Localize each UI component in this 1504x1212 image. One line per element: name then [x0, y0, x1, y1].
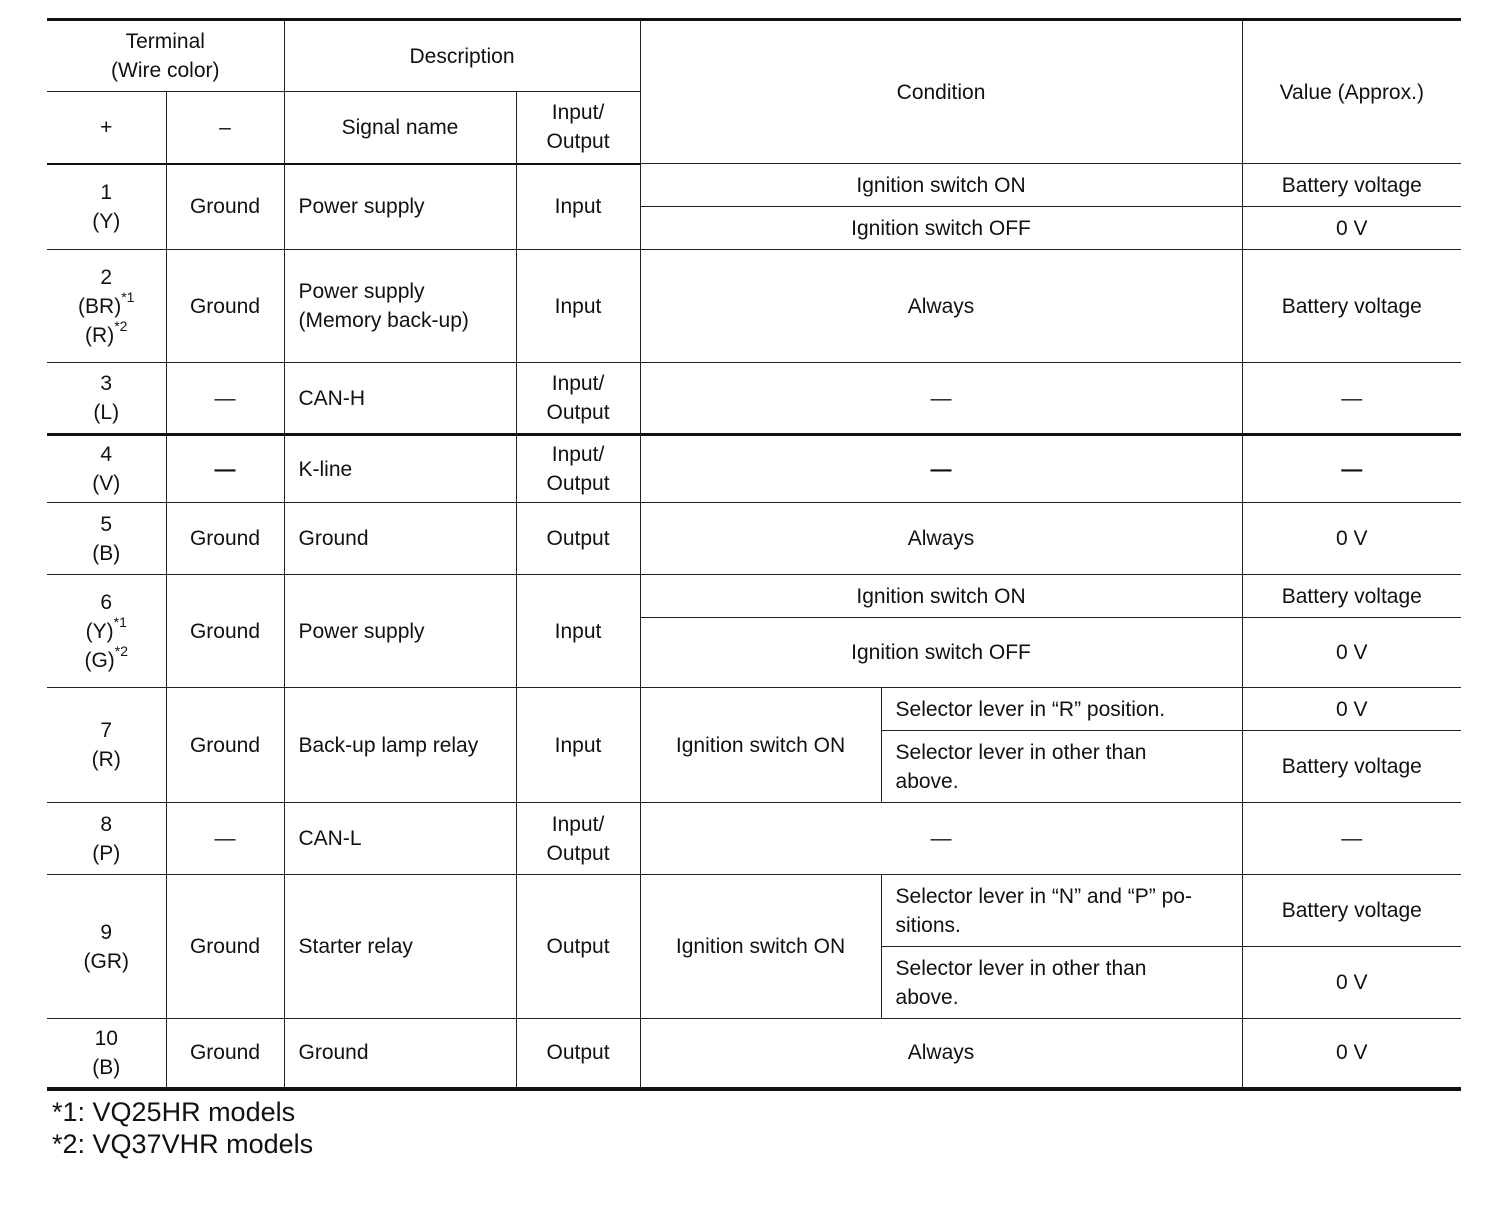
terminal-header: Terminal (Wire color)	[47, 20, 284, 92]
value-cell: 0 V	[1242, 207, 1461, 250]
ground-cell: Ground	[166, 503, 284, 575]
terminal-cell: 9 (GR)	[47, 875, 166, 1019]
footnote-1: *1: VQ25HR models	[52, 1097, 296, 1127]
table-row	[47, 875, 1461, 947]
ground-cell: Ground	[166, 688, 284, 803]
signal-name-header: Signal name	[284, 92, 516, 164]
signal-name-cell: Power supply (Memory back-up)	[284, 250, 516, 363]
value-cell: —	[1242, 363, 1461, 435]
table-row	[47, 363, 1461, 435]
io-cell: Input	[516, 164, 640, 250]
value-cell: Battery voltage	[1242, 731, 1461, 803]
signal-name-cell: CAN-H	[284, 363, 516, 435]
value-cell: 0 V	[1242, 947, 1461, 1019]
value-cell: —	[1242, 803, 1461, 875]
ground-cell: Ground	[166, 164, 284, 250]
value-cell: 0 V	[1242, 503, 1461, 575]
terminal-cell: 10 (B)	[47, 1019, 166, 1089]
io-cell: Input	[516, 575, 640, 688]
table-row	[47, 164, 1461, 207]
ground-cell: —	[166, 363, 284, 435]
table-row	[47, 688, 1461, 731]
signal-name-cell: Power supply	[284, 575, 516, 688]
condition-cell: Always	[640, 503, 1242, 575]
table-row	[47, 503, 1461, 575]
plus-header: +	[47, 92, 166, 164]
terminal-table	[47, 18, 1461, 1091]
signal-name-cell: Ground	[284, 1019, 516, 1089]
terminal-cell: 2 (BR)$^{*1}$ $(R)^{*2}$	[47, 250, 166, 363]
io-cell: Output	[516, 1019, 640, 1089]
condition-cell: Always	[640, 250, 1242, 363]
condition-cell: Ignition switch OFF	[640, 207, 1242, 250]
condition-header: Condition	[640, 20, 1242, 164]
condition-cell: —	[640, 435, 1242, 503]
footnote-2: *2: VQ37VHR models	[52, 1129, 314, 1159]
io-cell: Output	[516, 875, 640, 1019]
value-cell: —	[1242, 435, 1461, 503]
header-row-1	[47, 20, 1461, 92]
value-cell: Battery voltage	[1242, 164, 1461, 207]
signal-name-cell: Power supply	[284, 164, 516, 250]
io-cell: Output	[516, 503, 640, 575]
io-cell: Input/ Output	[516, 435, 640, 503]
terminal-cell: 1 (Y)	[47, 164, 166, 250]
ground-cell: Ground	[166, 250, 284, 363]
io-header: Input/ Output	[516, 92, 640, 164]
description-header: Description	[284, 20, 640, 92]
value-header: Value (Approx.)	[1242, 20, 1461, 164]
condition-cell: Ignition switch ON	[640, 688, 881, 803]
terminal-cell: 4 (V)	[47, 435, 166, 503]
table-row	[47, 803, 1461, 875]
condition-cell: Ignition switch ON	[640, 164, 1242, 207]
terminal-cell: 3 (L)	[47, 363, 166, 435]
ground-cell: Ground	[166, 575, 284, 688]
io-cell: Input	[516, 250, 640, 363]
table-row	[47, 250, 1461, 363]
sub-condition-cell: Selector lever in other than above.	[881, 731, 1242, 803]
table-row	[47, 1019, 1461, 1089]
terminal-cell: 5 (B)	[47, 503, 166, 575]
table-row	[47, 435, 1461, 503]
value-cell: 0 V	[1242, 688, 1461, 731]
condition-cell: Ignition switch OFF	[640, 618, 1242, 688]
terminal-cell: 7 (R)	[47, 688, 166, 803]
signal-name-cell: Starter relay	[284, 875, 516, 1019]
terminal-cell: 6 $(Y)^{*1}$ $(G)^{*2}$	[47, 575, 166, 688]
ground-cell: —	[166, 435, 284, 503]
sub-condition-cell: Selector lever in “R” position.	[881, 688, 1242, 731]
signal-name-cell: CAN-L	[284, 803, 516, 875]
footnotes	[52, 1096, 313, 1160]
sub-condition-cell: Selector lever in other than above.	[881, 947, 1242, 1019]
condition-cell: —	[640, 803, 1242, 875]
ground-cell: —	[166, 803, 284, 875]
condition-cell: —	[640, 363, 1242, 435]
value-cell: Battery voltage	[1242, 575, 1461, 618]
minus-header: –	[166, 92, 284, 164]
condition-cell: Ignition switch ON	[640, 875, 881, 1019]
value-cell: Battery voltage	[1242, 875, 1461, 947]
table-row	[47, 575, 1461, 618]
value-cell: Battery voltage	[1242, 250, 1461, 363]
signal-name-cell: Back-up lamp relay	[284, 688, 516, 803]
condition-cell: Always	[640, 1019, 1242, 1089]
io-cell: Input	[516, 688, 640, 803]
signal-name-cell: Ground	[284, 503, 516, 575]
io-cell: Input/ Output	[516, 363, 640, 435]
value-cell: 0 V	[1242, 1019, 1461, 1089]
io-cell: Input/ Output	[516, 803, 640, 875]
ground-cell: Ground	[166, 1019, 284, 1089]
sub-condition-cell: Selector lever in “N” and “P” po- sitions.	[881, 875, 1242, 947]
ground-cell: Ground	[166, 875, 284, 1019]
signal-name-cell: K-line	[284, 435, 516, 503]
value-cell: 0 V	[1242, 618, 1461, 688]
terminal-cell: 8 (P)	[47, 803, 166, 875]
condition-cell: Ignition switch ON	[640, 575, 1242, 618]
